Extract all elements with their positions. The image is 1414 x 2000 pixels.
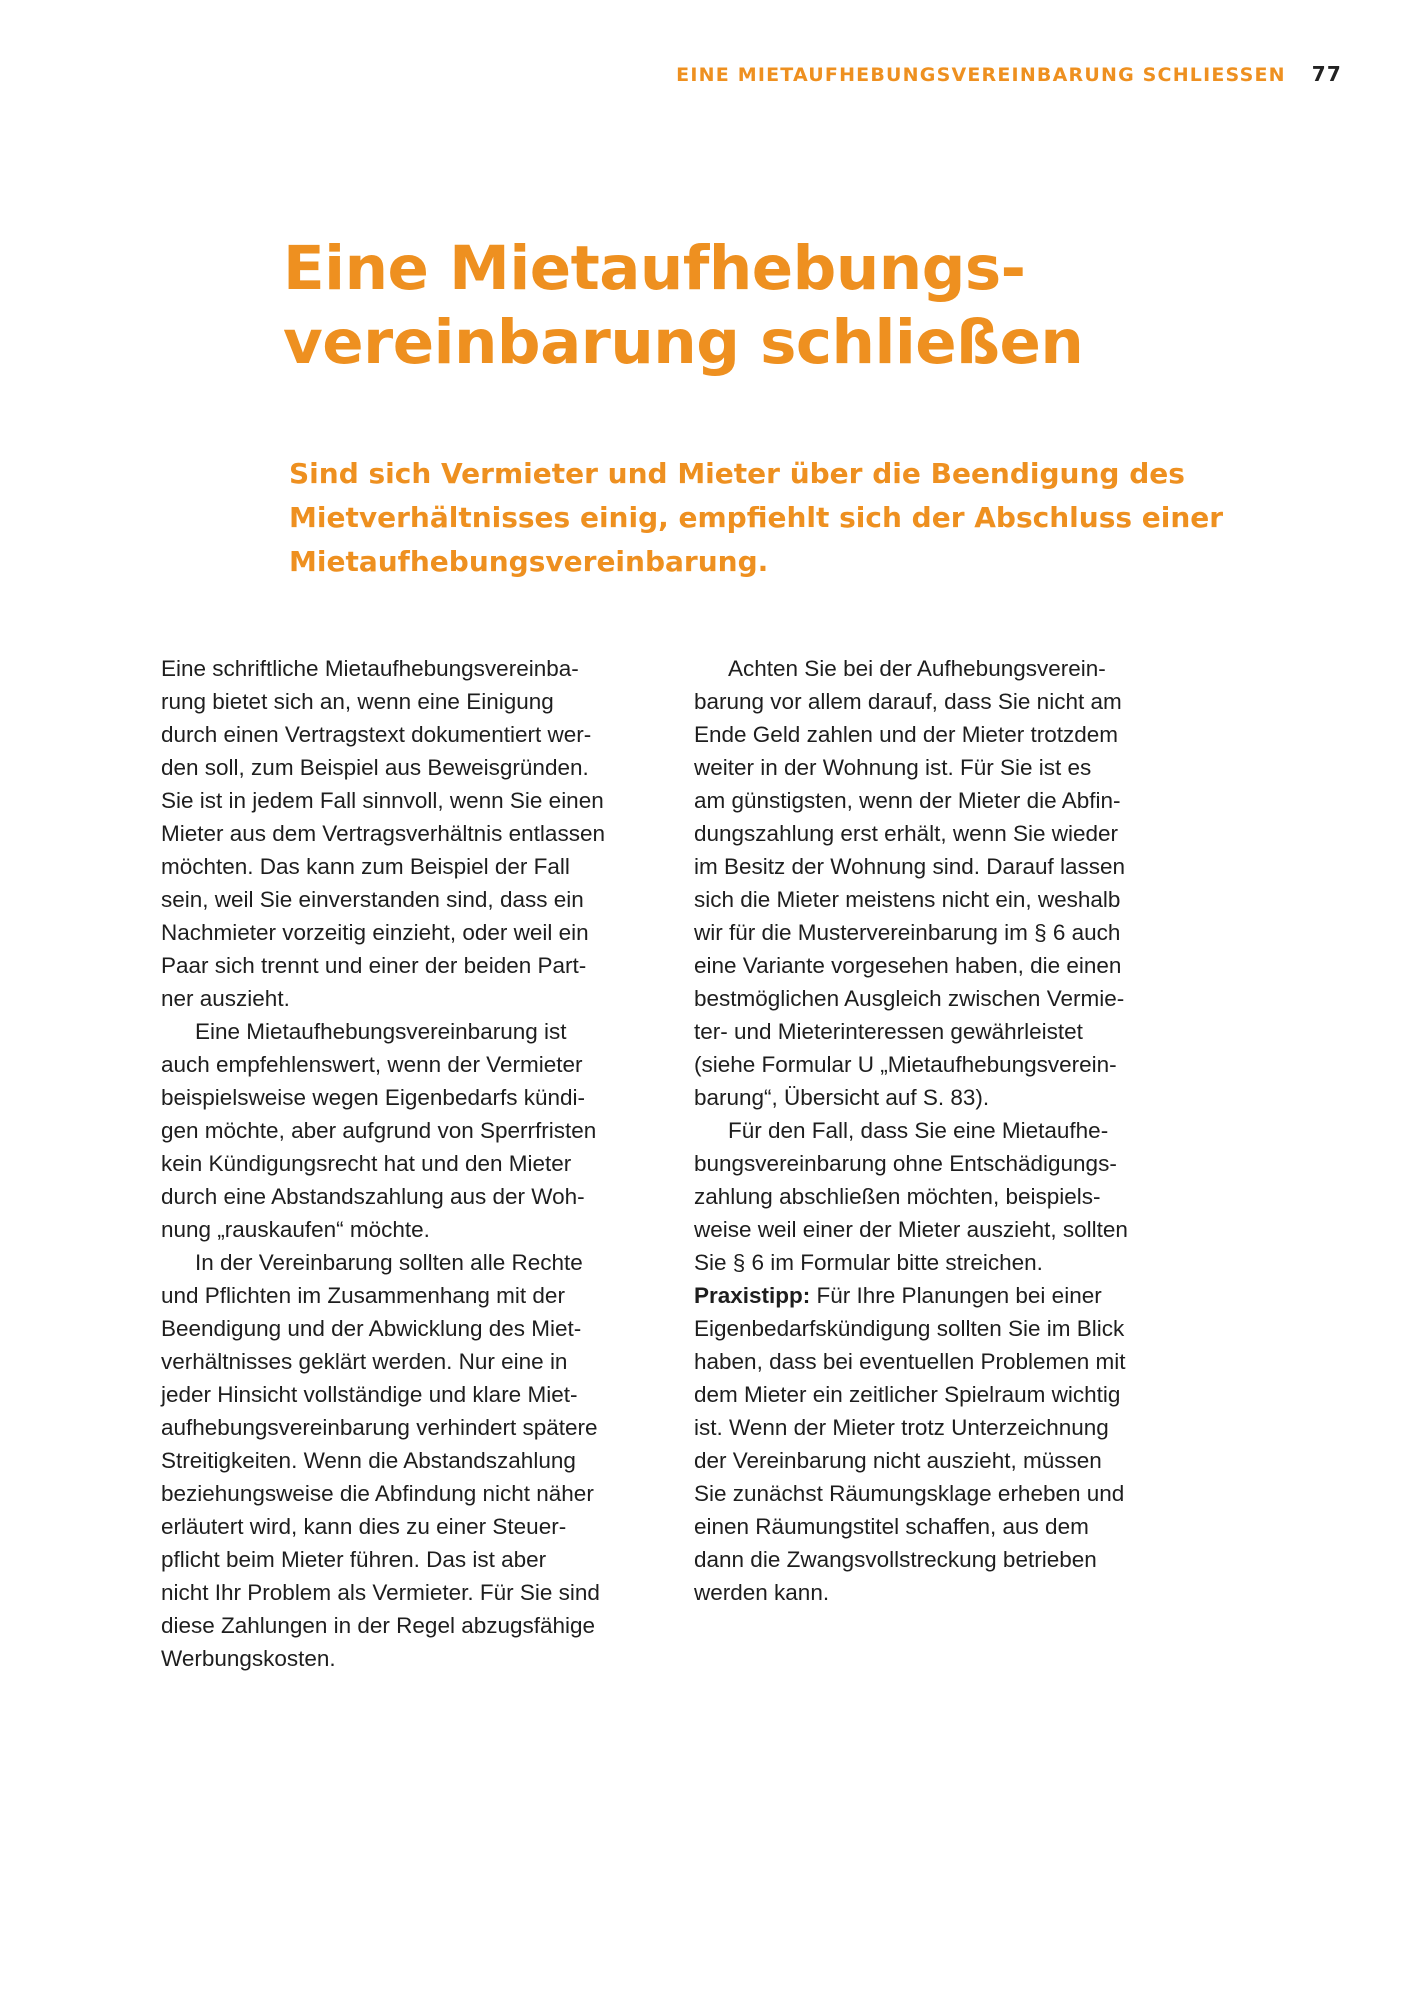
text-line: Paar sich trennt und einer der beiden Part-: [161, 953, 587, 978]
text-line: den soll, zum Beispiel aus Beweisgründen.: [161, 755, 589, 780]
text-line: Für den Fall, dass Sie eine Mietaufhe-: [728, 1118, 1109, 1143]
text-line: bungsvereinbarung ohne Entschädigungs-: [694, 1151, 1117, 1176]
text-line: am günstigsten, wenn der Mieter die Abfin-: [694, 788, 1121, 813]
text-line: zahlung abschließen möchten, beispiels-: [694, 1184, 1101, 1209]
text-line: eine Variante vorgesehen haben, die einen: [694, 953, 1122, 978]
text-line: erläutert wird, kann dies zu einer Steuer-: [161, 1514, 567, 1539]
text-line: durch einen Vertragstext dokumentiert wer-: [161, 722, 592, 747]
text-line: rung bietet sich an, wenn eine Einigung: [161, 689, 554, 714]
text-line: Nachmieter vorzeitig einzieht, oder weil ein: [161, 920, 589, 945]
text-line: und Pflichten im Zusammenhang mit der: [161, 1283, 565, 1308]
text-line: ter- und Mieterinteressen gewährleistet: [694, 1019, 1083, 1044]
text-line: diese Zahlungen in der Regel abzugsfähige: [161, 1613, 596, 1638]
text-line: Werbungskosten.: [161, 1646, 336, 1671]
text-line: aufhebungsvereinbarung verhindert spätere: [161, 1415, 598, 1440]
text-line: barung“, Übersicht auf S. 83).: [694, 1085, 990, 1110]
text-line: weiter in der Wohnung ist. Für Sie ist es: [694, 755, 1092, 780]
body-column-right: [694, 652, 1214, 1609]
text-line: weise weil einer der Mieter auszieht, sollten: [694, 1217, 1128, 1242]
text-line: nicht Ihr Problem als Vermieter. Für Sie sind: [161, 1580, 600, 1605]
text-line: bestmöglichen Ausgleich zwischen Vermie-: [694, 986, 1125, 1011]
text-line: Eine Mietaufhebungsvereinbarung ist: [195, 1019, 567, 1044]
text-line: Sie § 6 im Formular bitte streichen.: [694, 1250, 1043, 1275]
text-line: ist. Wenn der Mieter trotz Unterzeichnung: [694, 1415, 1109, 1440]
text-line: sein, weil Sie einverstanden sind, dass ein: [161, 887, 584, 912]
text-line: Mieter aus dem Vertragsverhältnis entlassen: [161, 821, 605, 846]
page-number: 77: [1311, 62, 1342, 86]
text-line: verhältnisses geklärt werden. Nur eine in: [161, 1349, 568, 1374]
lead-line: Mietaufhebungsvereinbarung.: [289, 545, 769, 578]
text-line: einen Räumungstitel schaffen, aus dem: [694, 1514, 1089, 1539]
text-line: nung „rauskaufen“ möchte.: [161, 1217, 430, 1242]
text-line: dann die Zwangsvollstreckung betrieben: [694, 1547, 1097, 1572]
running-title: EINE MIETAUFHEBUNGSVEREINBARUNG SCHLIESSEN: [676, 64, 1286, 86]
text-line: dem Mieter ein zeitlicher Spielraum wichtig: [694, 1382, 1121, 1407]
text-line: kein Kündigungsrecht hat und den Mieter: [161, 1151, 572, 1176]
text-line: gen möchte, aber aufgrund von Sperrfristen: [161, 1118, 597, 1143]
text-line: Ende Geld zahlen und der Mieter trotzdem: [694, 722, 1118, 747]
text-line: beispielsweise wegen Eigenbedarfs kündi-: [161, 1085, 586, 1110]
body-column-left: [161, 652, 681, 1675]
text-line: sich die Mieter meistens nicht ein, weshalb: [694, 887, 1121, 912]
text-line: Sie ist in jedem Fall sinnvoll, wenn Sie einen: [161, 788, 604, 813]
text-line: barung vor allem darauf, dass Sie nicht am: [694, 689, 1122, 714]
text-line: pflicht beim Mieter führen. Das ist aber: [161, 1547, 547, 1572]
running-header: [676, 62, 1342, 86]
text-line: (siehe Formular U „Mietaufhebungsverein-: [694, 1052, 1117, 1077]
text-line: Eigenbedarfskündigung sollten Sie im Blick: [694, 1316, 1125, 1341]
lead-line: Sind sich Vermieter und Mieter über die Beendigung des: [289, 457, 1185, 490]
praxistipp-text: Für Ihre Planungen bei einer: [810, 1283, 1102, 1308]
chapter-title: [283, 232, 1283, 380]
text-line: im Besitz der Wohnung sind. Darauf lassen: [694, 854, 1126, 879]
text-line: durch eine Abstandszahlung aus der Woh-: [161, 1184, 585, 1209]
text-line: wir für die Mustervereinbarung im § 6 auch: [694, 920, 1121, 945]
text-line: auch empfehlenswert, wenn der Vermieter: [161, 1052, 583, 1077]
text-line: Eine schriftliche Mietaufhebungsvereinba-: [161, 656, 579, 681]
text-line: möchten. Das kann zum Beispiel der Fall: [161, 854, 570, 879]
text-line: Sie zunächst Räumungsklage erheben und: [694, 1481, 1125, 1506]
text-line: Achten Sie bei der Aufhebungsverein-: [728, 656, 1106, 681]
text-line: In der Vereinbarung sollten alle Rechte: [195, 1250, 583, 1275]
text-line: werden kann.: [694, 1580, 830, 1605]
praxistipp-label: Praxistipp:: [694, 1283, 811, 1308]
lead-paragraph: [289, 452, 1269, 584]
text-line: dungszahlung erst erhält, wenn Sie wieder: [694, 821, 1119, 846]
lead-line: Mietverhältnisses einig, empfiehlt sich der Abschluss einer: [289, 501, 1224, 534]
praxistipp-line: [694, 1279, 1214, 1312]
text-line: Beendigung und der Abwicklung des Miet-: [161, 1316, 582, 1341]
chapter-title-line: Eine Mietaufhebungs-: [283, 233, 1026, 304]
text-line: beziehungsweise die Abfindung nicht näher: [161, 1481, 594, 1506]
text-line: Streitigkeiten. Wenn die Abstandszahlung: [161, 1448, 576, 1473]
text-line: haben, dass bei eventuellen Problemen mit: [694, 1349, 1126, 1374]
text-line: ner auszieht.: [161, 986, 290, 1011]
text-line: jeder Hinsicht vollständige und klare Miet-: [161, 1382, 578, 1407]
chapter-title-line: vereinbarung schließen: [283, 307, 1084, 378]
text-line: der Vereinbarung nicht auszieht, müssen: [694, 1448, 1102, 1473]
